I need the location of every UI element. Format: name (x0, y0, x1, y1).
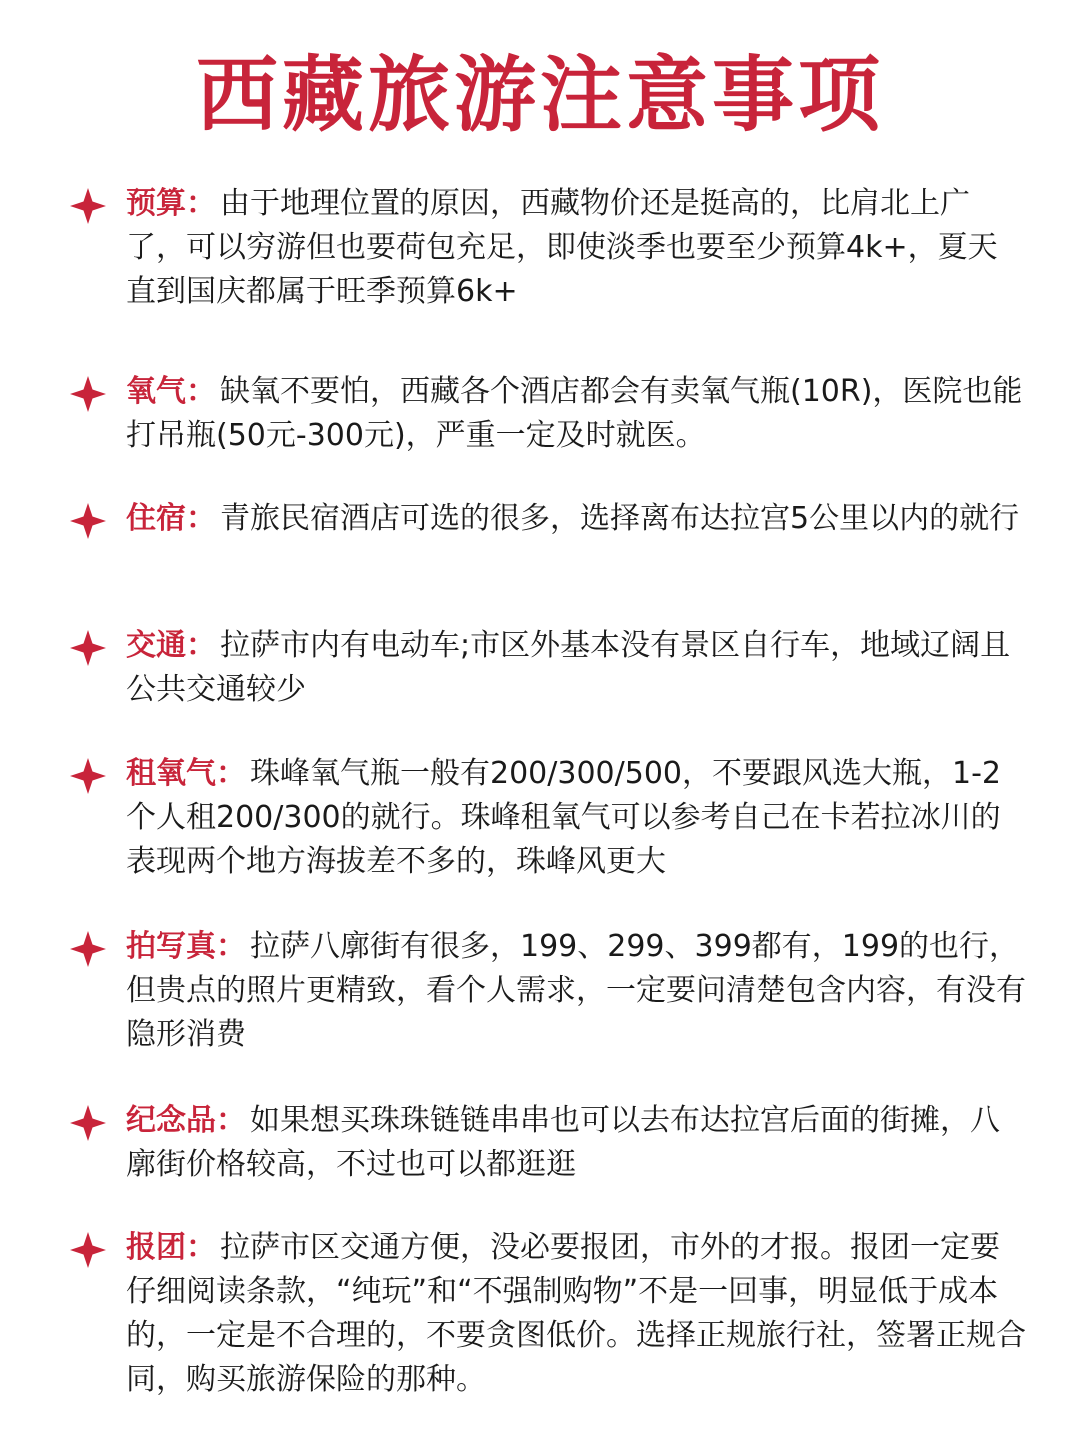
tip-colon: ： (216, 929, 246, 964)
four-point-star-icon (70, 931, 106, 967)
tip-text (126, 925, 1026, 1057)
tip-body: 珠峰氧气瓶一般有200/300/500，不要跟风选大瓶，1-2个人租200/300的就行。珠峰租氧气可以参考自己在卡若拉冰川的表现两个地方海拔差不多的，珠峰风更大 (126, 756, 1001, 879)
tip-body: 如果想买珠珠链链串串也可以去布达拉宫后面的街摊，八廓街价格较高，不过也可以都逛逛 (126, 1103, 1000, 1182)
tip-body: 缺氧不要怕，西藏各个酒店都会有卖氧气瓶(10R)，医院也能打吊瓶(50元-300元)，严重一定及时就医。 (126, 374, 1023, 453)
tip-text (126, 182, 1026, 314)
tip-text (126, 497, 1026, 541)
tip-text (126, 370, 1026, 458)
four-point-star-icon (70, 630, 106, 666)
tip-text (126, 1226, 1026, 1402)
tip-body: 拉萨市内有电动车;市区外基本没有景区自行车，地域辽阔且公共交通较少 (126, 628, 1011, 707)
four-point-star-icon (70, 376, 106, 412)
tip-label: 纪念品 (126, 1103, 216, 1138)
tip-body: 青旅民宿酒店可选的很多，选择离布达拉宫5公里以内的就行 (220, 501, 1020, 536)
tip-label: 拍写真 (126, 929, 216, 964)
tip-label: 预算 (126, 186, 186, 221)
tip-label: 报团 (126, 1230, 186, 1265)
tip-label: 氧气 (126, 374, 186, 409)
tip-colon: ： (186, 374, 216, 409)
tip-text (126, 1099, 1026, 1187)
tip-label: 交通 (126, 628, 186, 663)
tip-colon: ： (216, 756, 246, 791)
page-title: 西藏旅游注意事项 (195, 48, 884, 143)
four-point-star-icon (70, 188, 106, 224)
tip-body: 拉萨市区交通方便，没必要报团，市外的才报。报团一定要仔细阅读条款，“纯玩”和“不强制购物”不是一回事，明显低于成本的，一定是不合理的，不要贪图低价。选择正规旅行社，签署正规合同，购买旅游保险的那种。 (126, 1230, 1026, 1397)
tip-colon: ： (186, 628, 216, 663)
tip-body: 拉萨八廓街有很多，199、299、399都有，199的也行，但贵点的照片更精致，看个人需求，一定要问清楚包含内容，有没有隐形消费 (126, 929, 1026, 1052)
four-point-star-icon (70, 1232, 106, 1268)
tip-text (126, 752, 1026, 884)
tip-colon: ： (186, 501, 216, 536)
tip-text (126, 624, 1026, 712)
four-point-star-icon (70, 1105, 106, 1141)
tip-body: 由于地理位置的原因，西藏物价还是挺高的，比肩北上广了，可以穷游但也要荷包充足，即使淡季也要至少预算4k+，夏天直到国庆都属于旺季预算6k+ (126, 186, 998, 309)
four-point-star-icon (70, 758, 106, 794)
tip-colon: ： (186, 1230, 216, 1265)
four-point-star-icon (70, 503, 106, 539)
tip-colon: ： (216, 1103, 246, 1138)
tip-label: 租氧气 (126, 756, 216, 791)
tip-label: 住宿 (126, 501, 186, 536)
tip-colon: ： (186, 186, 216, 221)
